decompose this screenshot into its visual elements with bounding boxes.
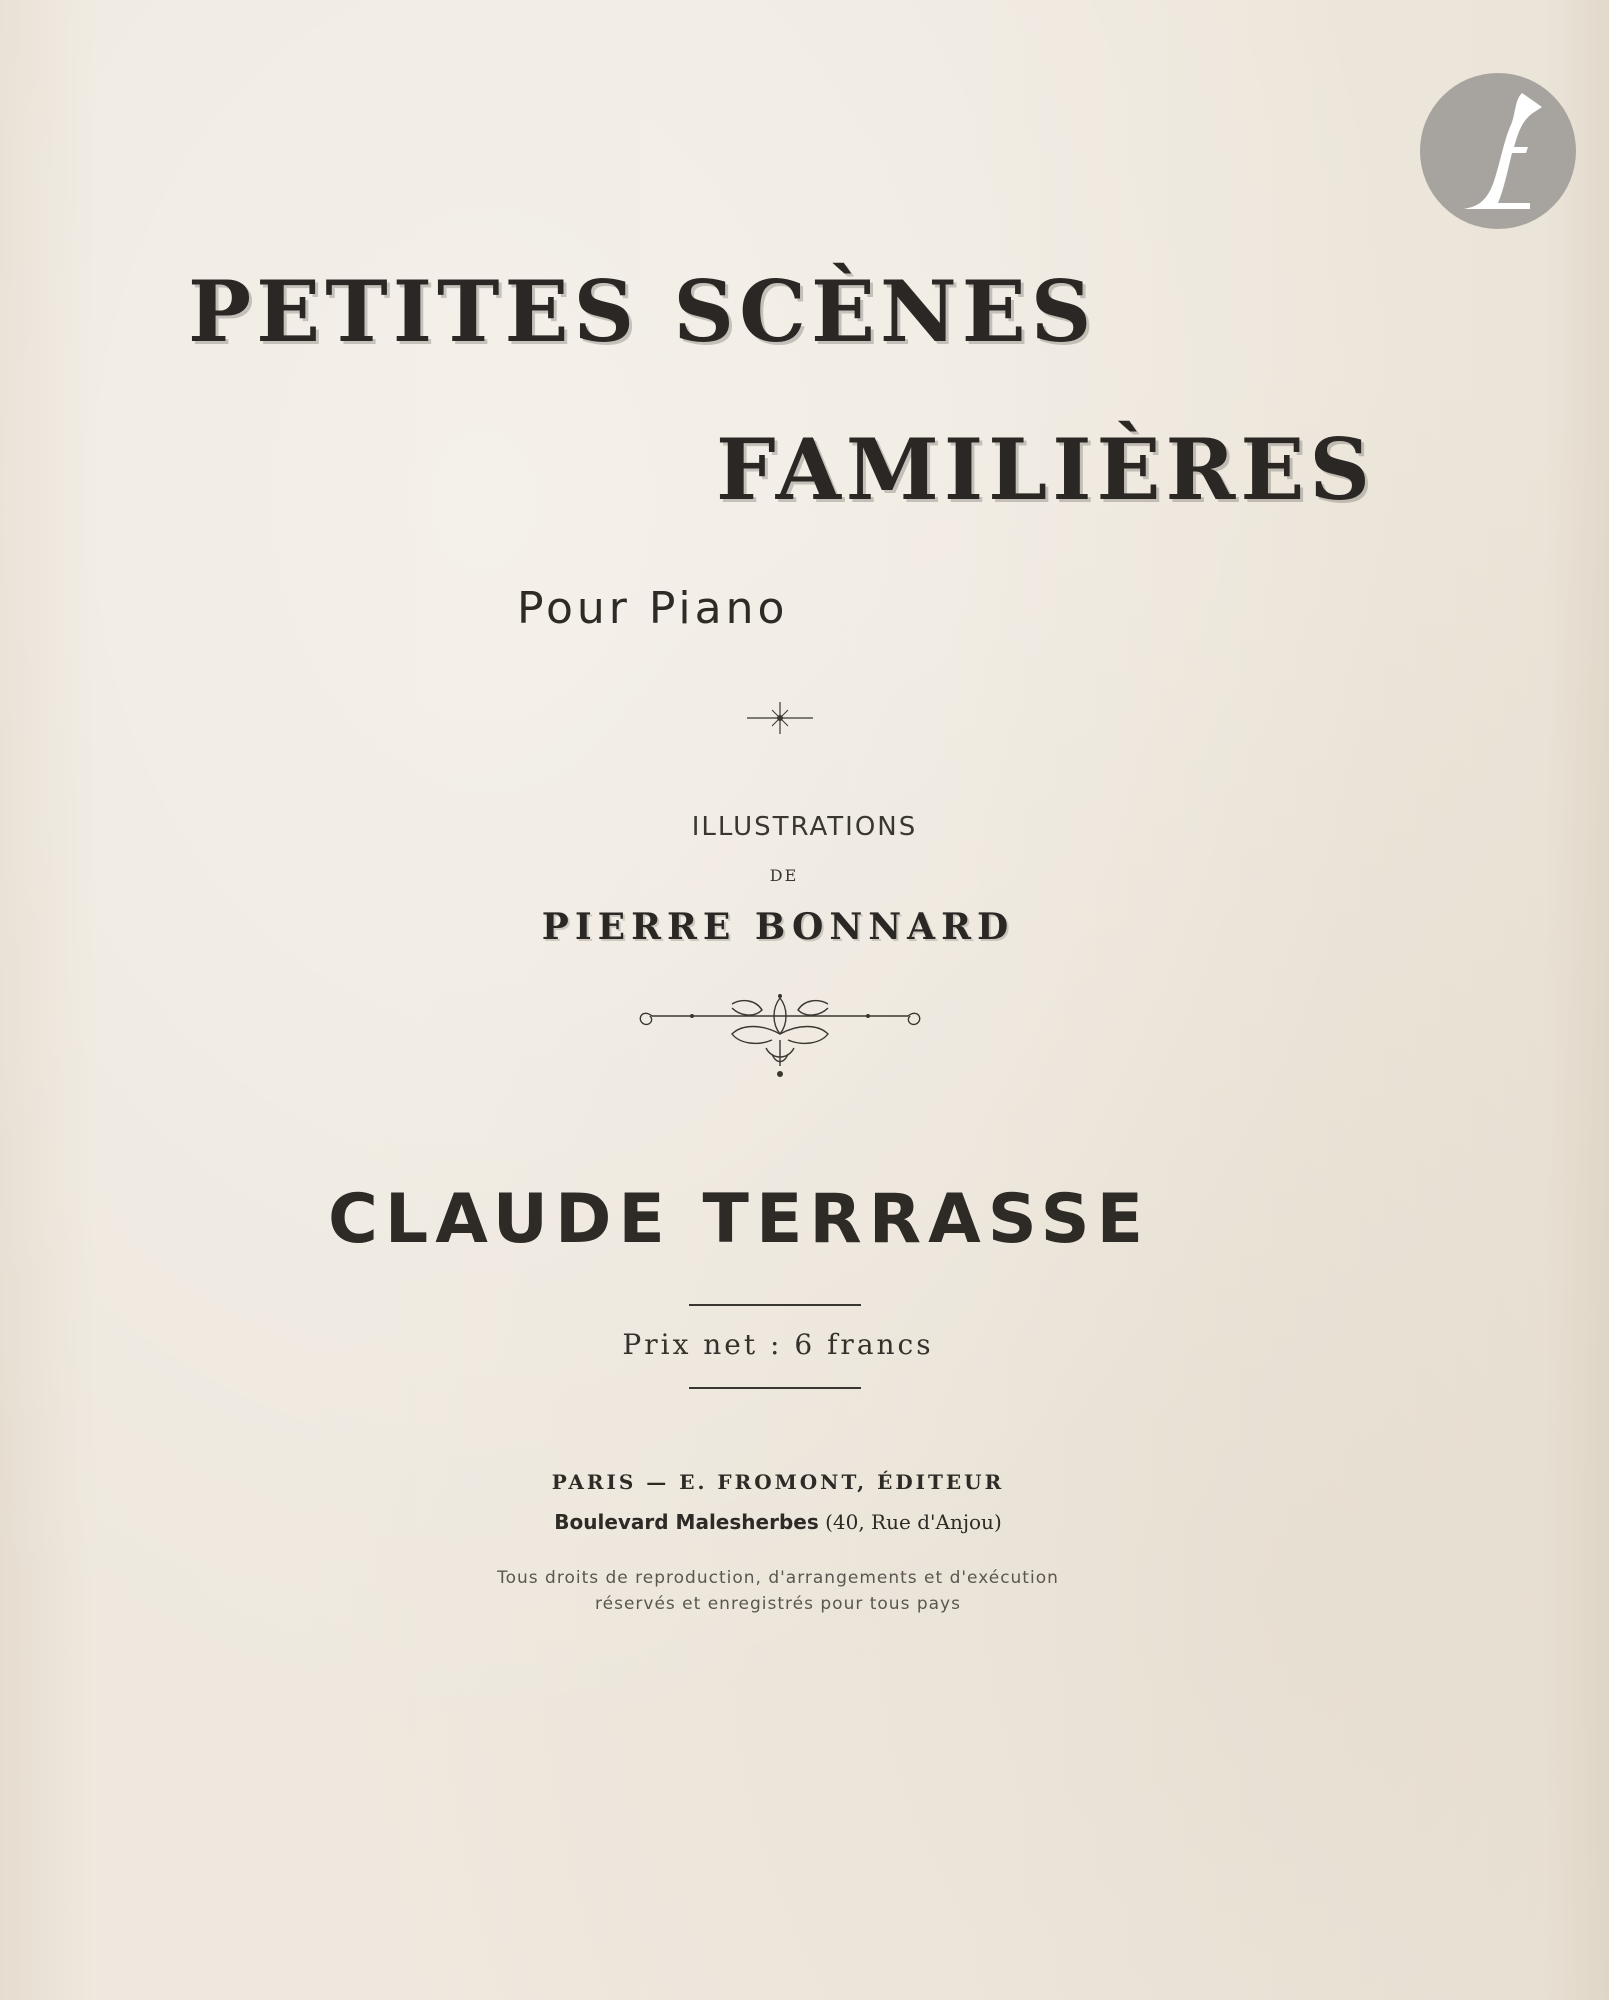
title-line-2: FAMILIÈRES	[716, 420, 1376, 519]
address-street: Boulevard Malesherbes	[554, 1510, 819, 1534]
subtitle: Pour Piano	[517, 583, 789, 634]
rights-notice-line-2: réservés et enregistrés pour tous pays	[595, 1594, 961, 1614]
illustrator-name: PIERRE BONNARD	[541, 906, 1015, 948]
star-ornament-icon	[745, 700, 815, 736]
composer-name: CLAUDE TERRASSE	[328, 1180, 1151, 1259]
floral-vignette-icon	[632, 994, 928, 1084]
title-line-1: PETITES SCÈNES	[188, 262, 1097, 361]
address-rest: (40, Rue d'Anjou)	[825, 1510, 1002, 1534]
divider-bottom	[689, 1387, 861, 1389]
auction-house-logo-icon	[1418, 71, 1578, 231]
publisher-address	[0, 1510, 1556, 1534]
publisher-line: PARIS — E. FROMONT, ÉDITEUR	[551, 1470, 1005, 1494]
rights-notice-line-1: Tous droits de reproduction, d'arrangements et d'exécution	[497, 1568, 1059, 1588]
divider-top	[689, 1304, 861, 1306]
illustrations-label: ILLUSTRATIONS	[691, 812, 918, 842]
illustrations-de: DE	[769, 866, 799, 885]
price-text: Prix net : 6 francs	[622, 1328, 934, 1361]
